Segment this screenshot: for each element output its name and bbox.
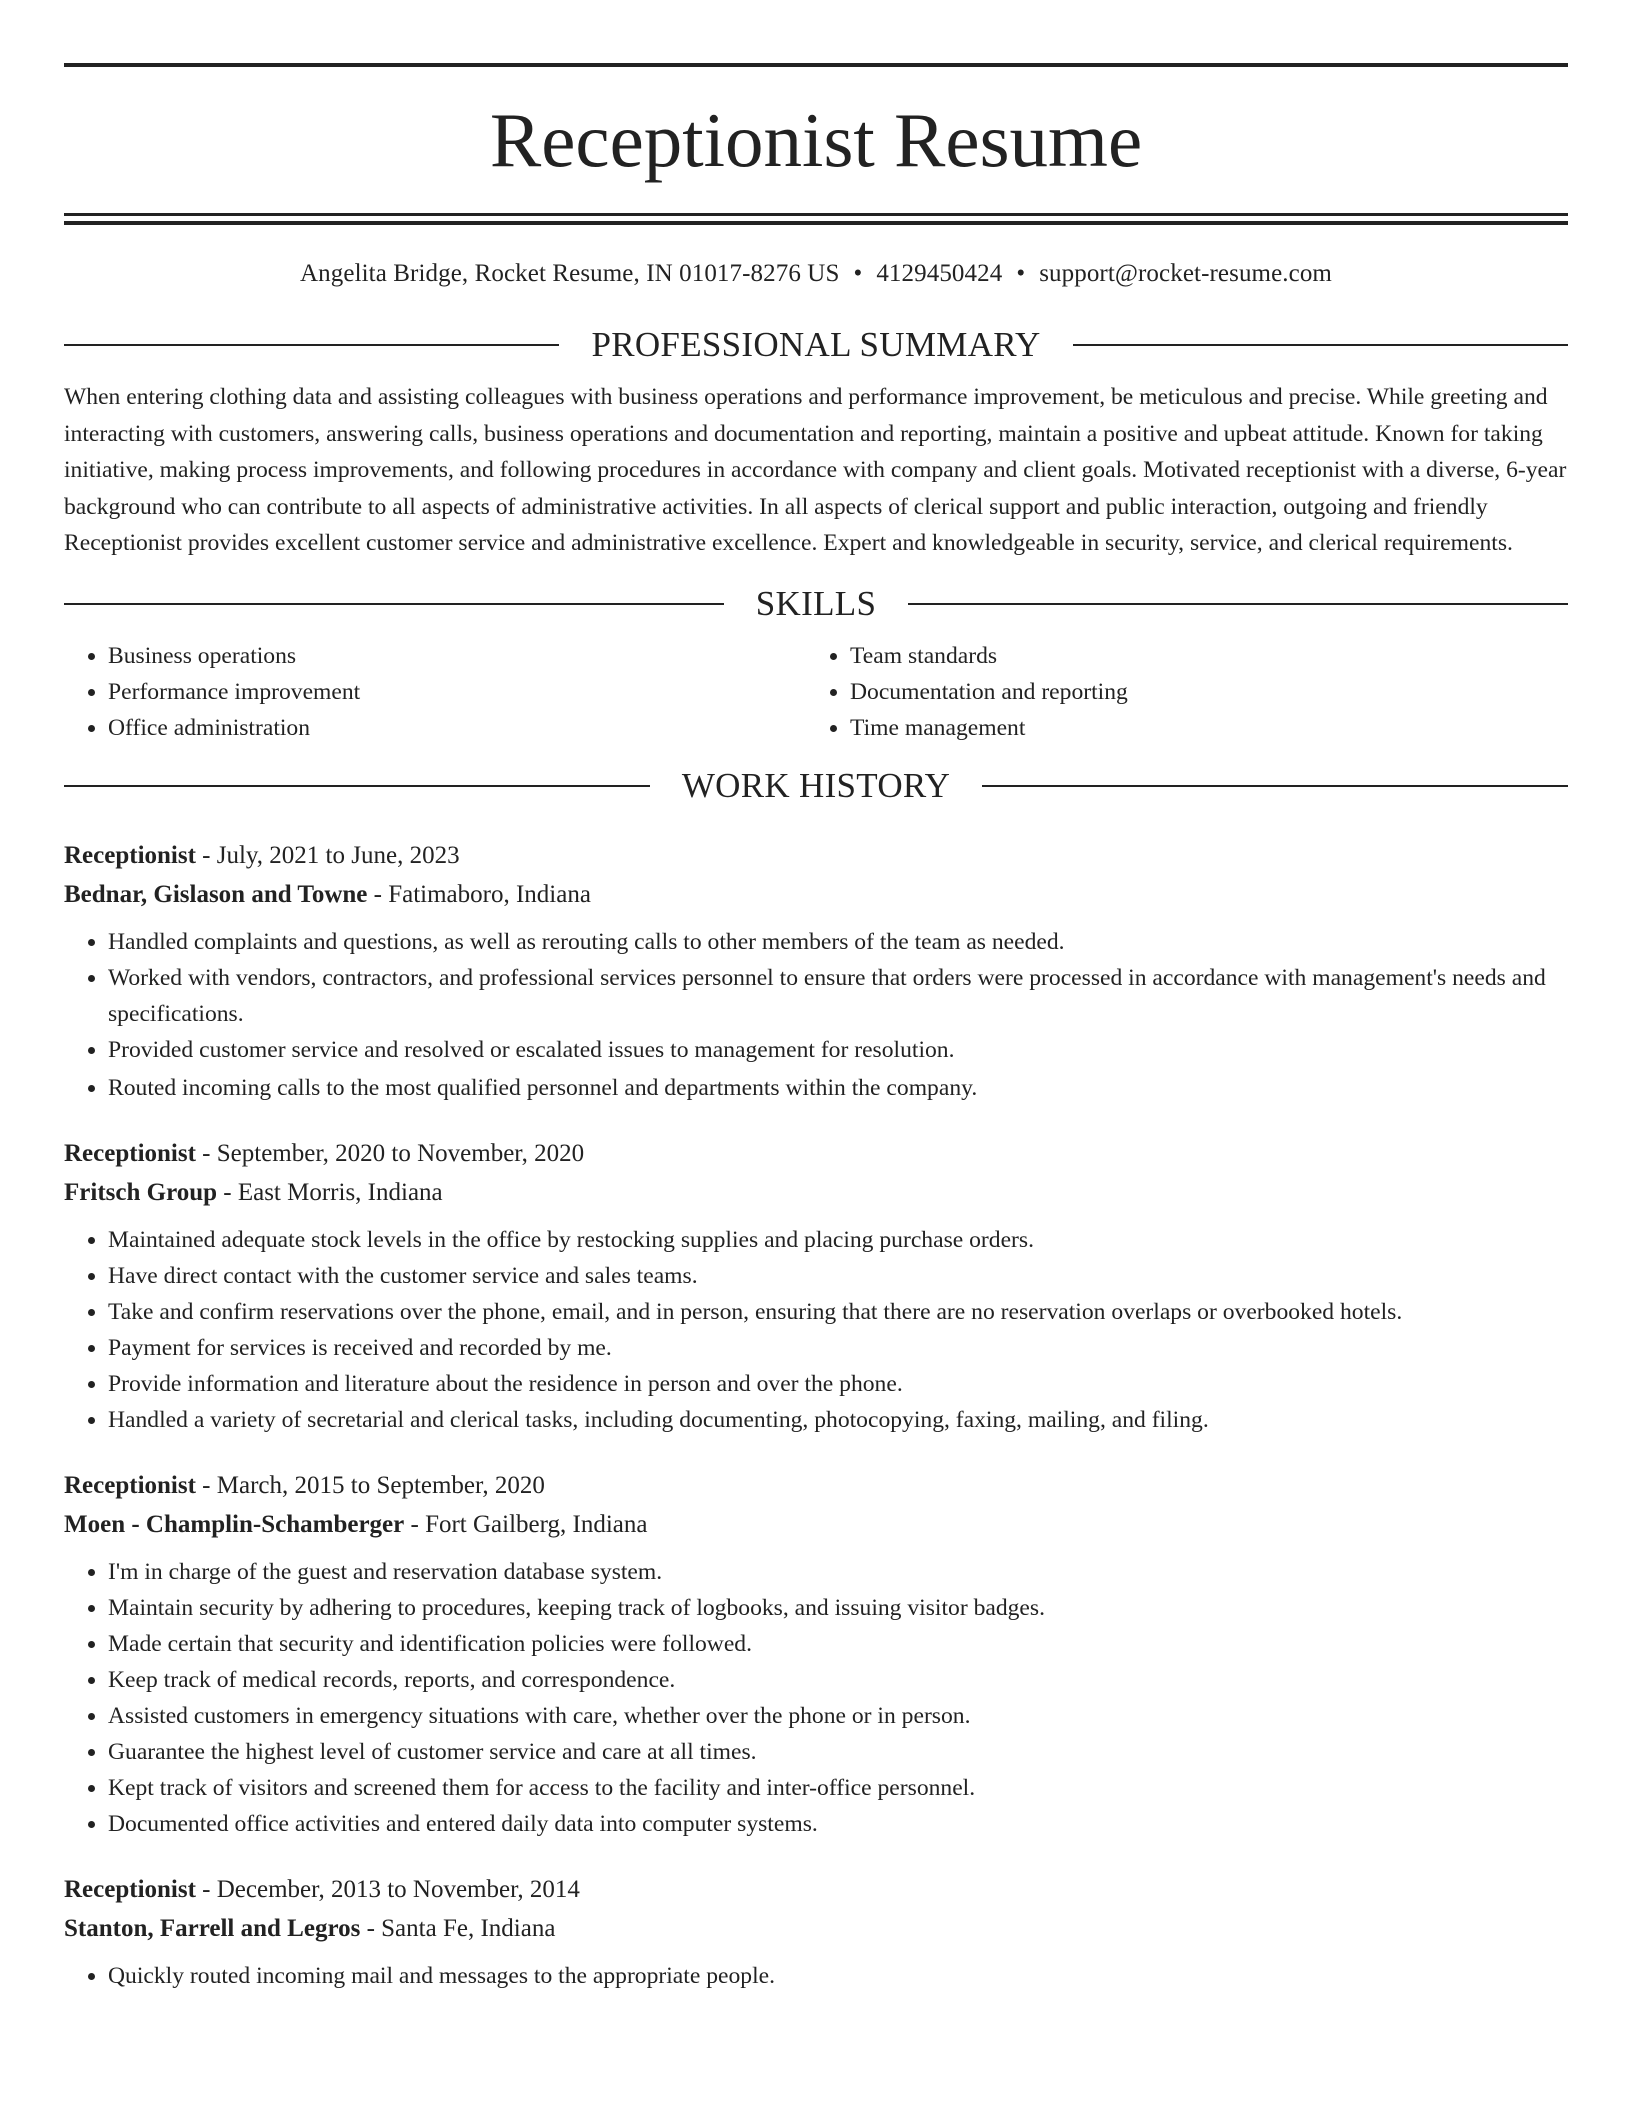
job-title-line [64,1466,1568,1505]
job-location: - Fatimaboro, Indiana [367,880,591,908]
contact-separator: • [1016,260,1026,287]
job-title: Receptionist [64,1471,196,1499]
skills-column-left [64,638,806,746]
job-entry [64,1466,1568,1842]
job-title-line [64,1134,1568,1173]
job-bullet: • Keep track of medical records, reports, and correspondence. [108,1662,1568,1698]
job-location: - Fort Gailberg, Indiana [404,1510,648,1538]
skills-heading: SKILLS [755,583,877,623]
job-bullet: • Payment for services is received and recorded by me. [108,1330,1568,1366]
contact-phone: 4129450424 [876,260,1003,287]
job-bullet: • Kept track of visitors and screened them for access to the facility and inter-office personnel. [108,1770,1568,1806]
divider-line [982,785,1568,787]
job-title-line [64,1870,1568,1909]
skill-item: • Performance improvement [108,674,806,710]
divider-line [908,603,1568,605]
contact-address: Angelita Bridge, Rocket Resume, IN 01017-8276 US [300,260,840,287]
job-company: Bednar, Gislason and Towne [64,880,368,908]
job-bullets [64,1554,1568,1842]
job-location: - East Morris, Indiana [217,1178,443,1206]
job-bullet: • Routed incoming calls to the most qualified personnel and departments within the company. [108,1070,1568,1106]
job-title: Receptionist [64,1139,196,1167]
job-dates: - December, 2013 to November, 2014 [195,1875,580,1903]
job-company-line [64,1505,1568,1544]
job-bullet: • Maintained adequate stock levels in the office by restocking supplies and placing purchase orders. [108,1222,1568,1258]
skills-column-right [806,638,1548,746]
job-bullet: • Provided customer service and resolved or escalated issues to management for resolution. [108,1032,1568,1068]
job-company: Fritsch Group [64,1178,218,1206]
job-entry [64,1870,1568,1994]
job-bullet: • Have direct contact with the customer service and sales teams. [108,1258,1568,1294]
skills-list [64,638,1568,746]
job-dates: - March, 2015 to September, 2020 [195,1471,545,1499]
summary-section-header [64,325,1568,365]
summary-heading: PROFESSIONAL SUMMARY [591,325,1041,364]
divider-line [64,785,650,787]
work-heading: WORK HISTORY [681,765,951,805]
job-bullet: • Maintain security by adhering to procedures, keeping track of logbooks, and issuing visitor badges. [108,1590,1568,1626]
job-company: Moen - Champlin-Schamberger [64,1510,405,1538]
job-bullet: • Assisted customers in emergency situations with care, whether over the phone or in person. [108,1698,1568,1734]
job-bullet: • Guarantee the highest level of customer service and care at all times. [108,1734,1568,1770]
job-bullet: • I'm in charge of the guest and reservation database system. [108,1554,1568,1590]
job-bullet: • Handled complaints and questions, as well as rerouting calls to other members of the team as needed. [108,924,1568,960]
job-bullet: • Worked with vendors, contractors, and professional services personnel to ensure that orders were processed in accordance with management's needs and specifications. [108,960,1568,1032]
job-company-line [64,1909,1568,1948]
job-bullet: • Take and confirm reservations over the phone, email, and in person, ensuring that there are no reservation overlaps or overbooked hotels. [108,1294,1568,1330]
job-dates: - September, 2020 to November, 2020 [195,1139,585,1167]
job-location: - Santa Fe, Indiana [360,1914,556,1942]
job-company-line [64,1173,1568,1212]
divider-line [64,603,724,605]
job-bullet: • Made certain that security and identification policies were followed. [108,1626,1568,1662]
job-entry [64,1134,1568,1438]
divider-line [1073,344,1568,346]
contact-email: support@rocket-resume.com [1039,260,1332,287]
job-bullets [64,1222,1568,1438]
title-double-rule [64,213,1568,225]
page-title: Receptionist Resume [489,97,1143,183]
job-bullet: • Quickly routed incoming mail and messages to the appropriate people. [108,1958,1568,1994]
job-company: Stanton, Farrell and Legros [64,1914,361,1942]
skill-item: • Documentation and reporting [850,674,1548,710]
job-bullets [64,924,1568,1106]
job-bullet: • Handled a variety of secretarial and clerical tasks, including documenting, photocopying, faxing, mailing, and filing. [108,1402,1568,1438]
skill-item: • Team standards [850,638,1548,674]
job-title-line [64,836,1568,875]
skill-item: • Time management [850,710,1548,746]
job-bullets [64,1958,1568,1994]
skills-section-header [64,584,1568,624]
job-bullet: • Documented office activities and entered daily data into computer systems. [108,1806,1568,1842]
contact-line [64,259,1568,289]
job-company-line [64,875,1568,914]
skill-item: • Business operations [108,638,806,674]
job-title: Receptionist [64,1875,196,1903]
divider-line [64,344,559,346]
job-title: Receptionist [64,841,196,869]
job-dates: - July, 2021 to June, 2023 [195,841,460,869]
skill-item: • Office administration [108,710,806,746]
summary-text: When entering clothing data and assisting colleagues with business operations and performance improvement, be meticulous and precise. While greeting and interacting with customers, answering calls, business operations and documentation and reporting, maintain a positive and upbeat attitude. Known for taking initiative, making process improvements, and following procedures in accordance with company and client goals. Motivated receptionist with a diverse, 6-year background who can contribute to all aspects of administrative activities. In all aspects of clerical support and public interaction, outgoing and friendly Receptionist provides excellent customer service and administrative excellence. Expert and knowledgeable in security, service, and clerical requirements. [64,384,1567,556]
job-bullet: • Provide information and literature about the residence in person and over the phone. [108,1366,1568,1402]
job-entry [64,836,1568,1106]
work-section-header [64,766,1568,806]
resume-page [64,0,1568,1994]
contact-separator: • [853,260,863,287]
